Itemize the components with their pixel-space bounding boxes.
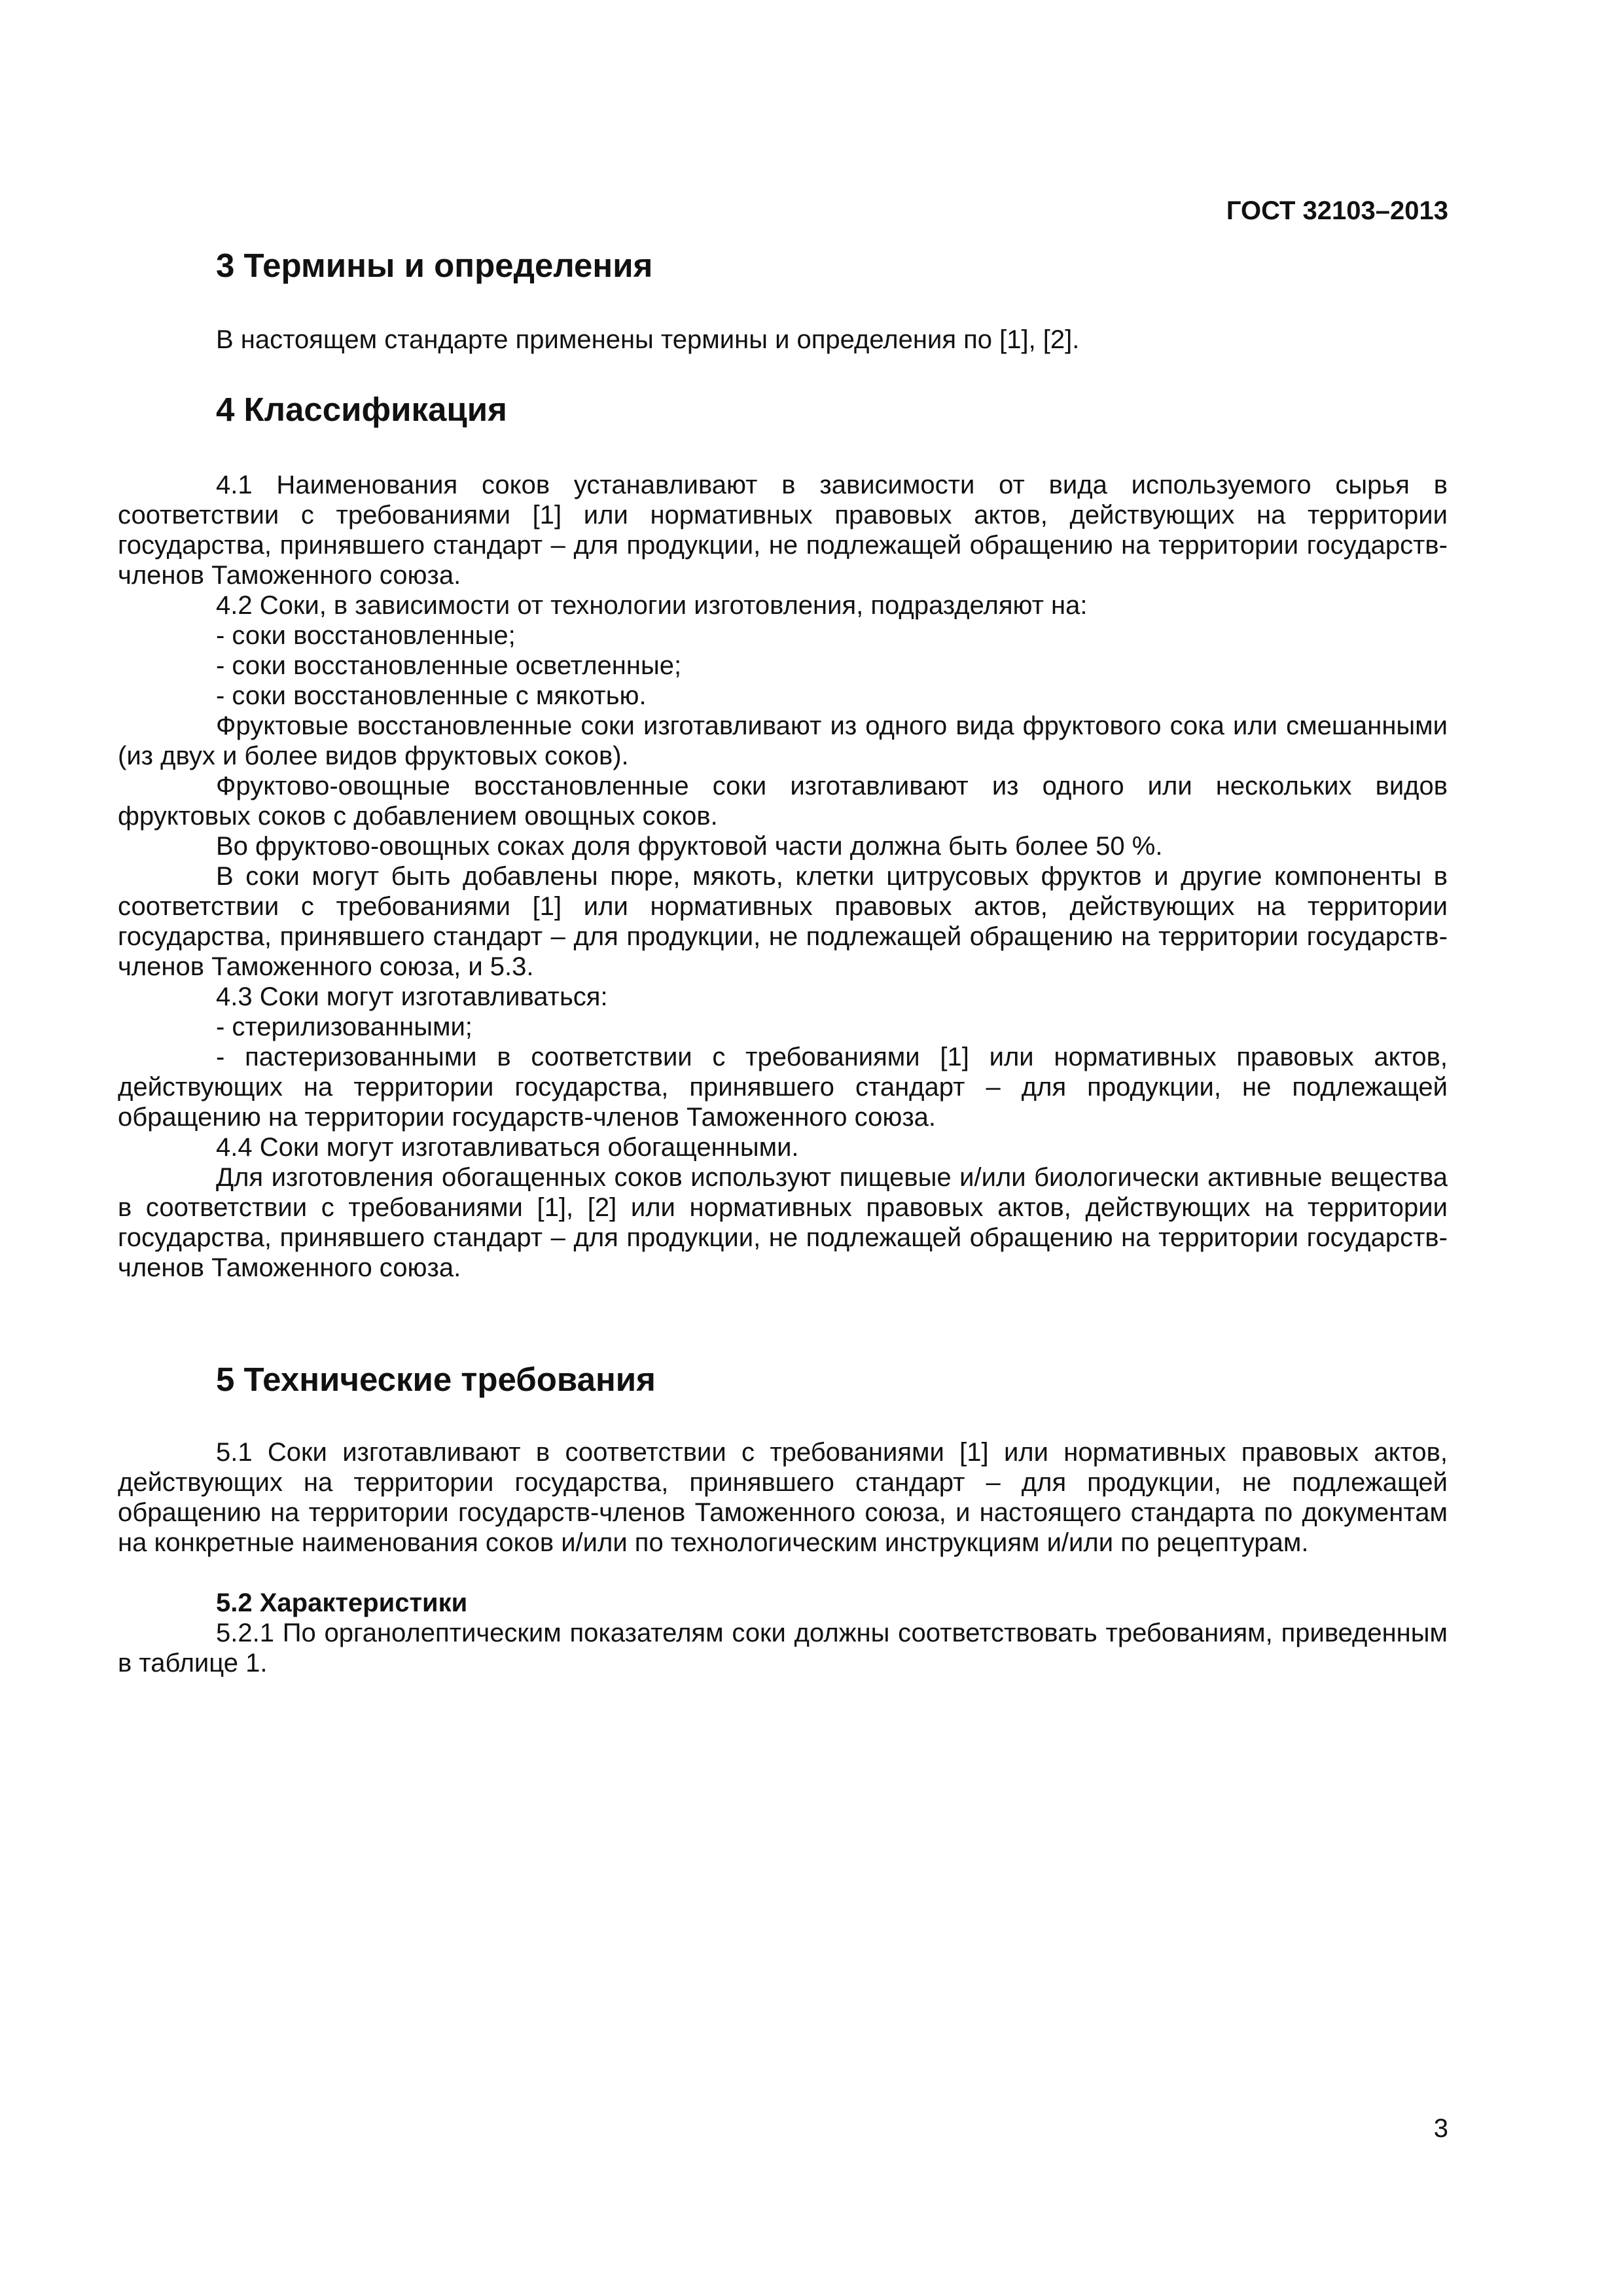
- clause-4-2: 4.2 Соки, в зависимости от технологии изготовления, подразделяют на:: [216, 591, 1088, 620]
- fruit-juices-text: Фруктовые восстановленные соки изготавливают из одного вида фруктового сока или смешанными (из двух и более видов фруктовых соков).: [118, 711, 1448, 770]
- clause-4-1: 4.1 Наименования соков устанавливают в зависимости от вида используемого сырья в соответствии с требованиями [1] или нормативных правовых актов, действующих на территории государства, принявшего стандарт – для продукции, не подлежащей обращению на территории государств-членов Таможенного союза.: [118, 471, 1448, 590]
- section-4-title: 4 Классификация: [216, 391, 507, 428]
- clause-5-2-1: 5.2.1 По органолептическим показателям соки должны соответствовать требованиям, приведенным в таблице 1.: [118, 1619, 1448, 1677]
- clause-4-4: 4.4 Соки могут изготавливаться обогащенными.: [216, 1133, 799, 1162]
- fruit-vegetable-juices-text: Фруктово-овощные восстановленные соки изготавливают из одного или нескольких видов фруктовых соков с добавлением овощных соков.: [118, 772, 1448, 831]
- section-3-title: 3 Термины и определения: [216, 247, 653, 284]
- fruit-share-text: Во фруктово-овощных соках доля фруктовой части должна быть более 50 %.: [216, 832, 1163, 861]
- list-item: - соки восстановленные с мякотью.: [216, 681, 647, 710]
- clause-5-1: 5.1 Соки изготавливают в соответствии с требованиями [1] или нормативных правовых актов, действующих на территории государства, принявшего стандарт – для продукции, не подлежащей обращению на территории государств-членов Таможенного союза, и настоящего стандарта по документам на конкретные наименования соков и/или по технологическим инструкциям и/или по рецептурам.: [118, 1438, 1448, 1557]
- section-5-title: 5 Технические требования: [216, 1361, 656, 1398]
- list-item: - стерилизованными;: [216, 1013, 473, 1041]
- enriched-juices-text: Для изготовления обогащенных соков используют пищевые и/или биологически активные вещества в соответствии с требованиями [1], [2] или нормативных правовых актов, действующих на территории государства, принявшего стандарт – для продукции, не подлежащей обращению на территории государств-членов Таможенного союза.: [118, 1163, 1448, 1282]
- page-number: 3: [1433, 2114, 1448, 2143]
- subsection-5-2-title: 5.2 Характеристики: [216, 1588, 468, 1617]
- document-code: ГОСТ 32103–2013: [1226, 196, 1448, 225]
- list-item: - соки восстановленные осветленные;: [216, 651, 682, 680]
- list-item: - соки восстановленные;: [216, 621, 516, 650]
- list-item: - пастеризованными в соответствии с требованиями [1] или нормативных правовых актов, действующих на территории государства, принявшего стандарт – для продукции, не подлежащей обращению на территории государств-членов Таможенного союза.: [118, 1043, 1448, 1132]
- additives-text: В соки могут быть добавлены пюре, мякоть, клетки цитрусовых фруктов и другие компоненты в соответствии с требованиями [1] или нормативных правовых актов, действующих на территории государства, принявшего стандарт – для продукции, не подлежащей обращению на территории государств-членов Таможенного союза, и 5.3.: [118, 862, 1448, 981]
- section-3-text: В настоящем стандарте применены термины и определения по [1], [2].: [216, 325, 1080, 354]
- clause-4-3: 4.3 Соки могут изготавливаться:: [216, 982, 608, 1011]
